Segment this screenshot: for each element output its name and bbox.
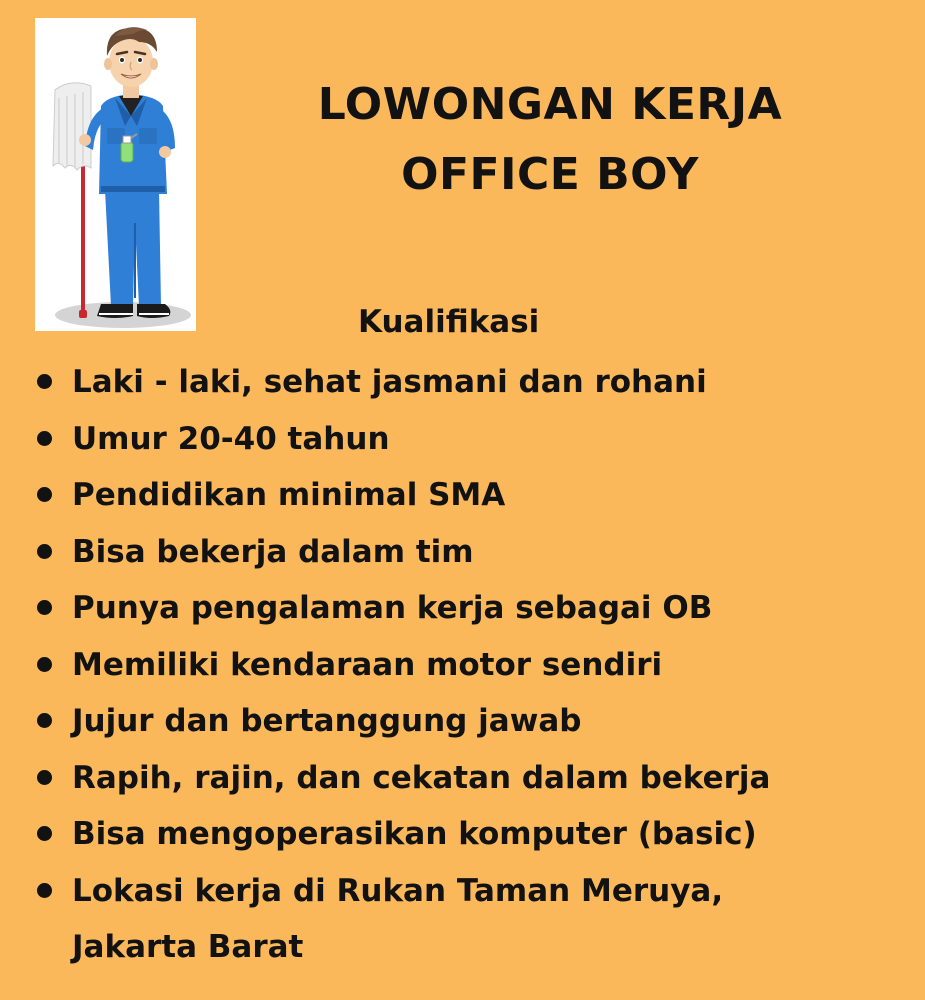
list-item-text: Lokasi kerja di Rukan Taman Meruya, Jakarta Barat [72, 872, 724, 965]
list-item [30, 411, 910, 468]
list-item-text: Bisa bekerja dalam tim [72, 533, 474, 570]
list-item-text: Rapih, rajin, dan cekatan dalam bekerja [72, 759, 771, 796]
list-item [30, 637, 910, 694]
list-item-text: Bisa mengoperasikan komputer (basic) [72, 816, 757, 852]
headline-title: LOWONGAN KERJA [317, 79, 783, 130]
list-item-text: Memiliki kendaraan motor sendiri [72, 646, 663, 683]
list-item [30, 354, 910, 411]
headline-job-title: OFFICE BOY [401, 149, 699, 200]
bullet-icon [37, 431, 52, 446]
qualifications-heading: Kualifikasi [358, 304, 540, 340]
list-item-text: Punya pengalaman kerja sebagai OB [72, 590, 713, 626]
list-item [30, 750, 910, 807]
bullet-icon [37, 770, 52, 785]
office-boy-illustration [35, 18, 196, 331]
list-item [30, 806, 910, 863]
bullet-icon [37, 544, 52, 559]
list-item-text: Umur 20-40 tahun [72, 420, 390, 457]
office-boy-with-mop-icon [35, 18, 196, 331]
list-item-text: Jujur dan bertanggung jawab [72, 703, 582, 739]
bullet-icon [37, 600, 52, 615]
list-item-text: Pendidikan minimal SMA [72, 477, 506, 513]
bullet-icon [37, 487, 52, 502]
list-item-text: Laki - laki, sehat jasmani dan rohani [72, 364, 707, 400]
bullet-icon [37, 883, 52, 898]
list-item [30, 863, 832, 976]
bullet-icon [37, 374, 52, 389]
list-item [30, 580, 910, 637]
list-item [30, 693, 910, 750]
bullet-icon [37, 826, 52, 841]
list-item [30, 524, 910, 581]
headline [230, 70, 870, 210]
qualifications-list [30, 354, 910, 976]
bullet-icon [37, 657, 52, 672]
bullet-icon [37, 713, 52, 728]
list-item [30, 467, 910, 524]
